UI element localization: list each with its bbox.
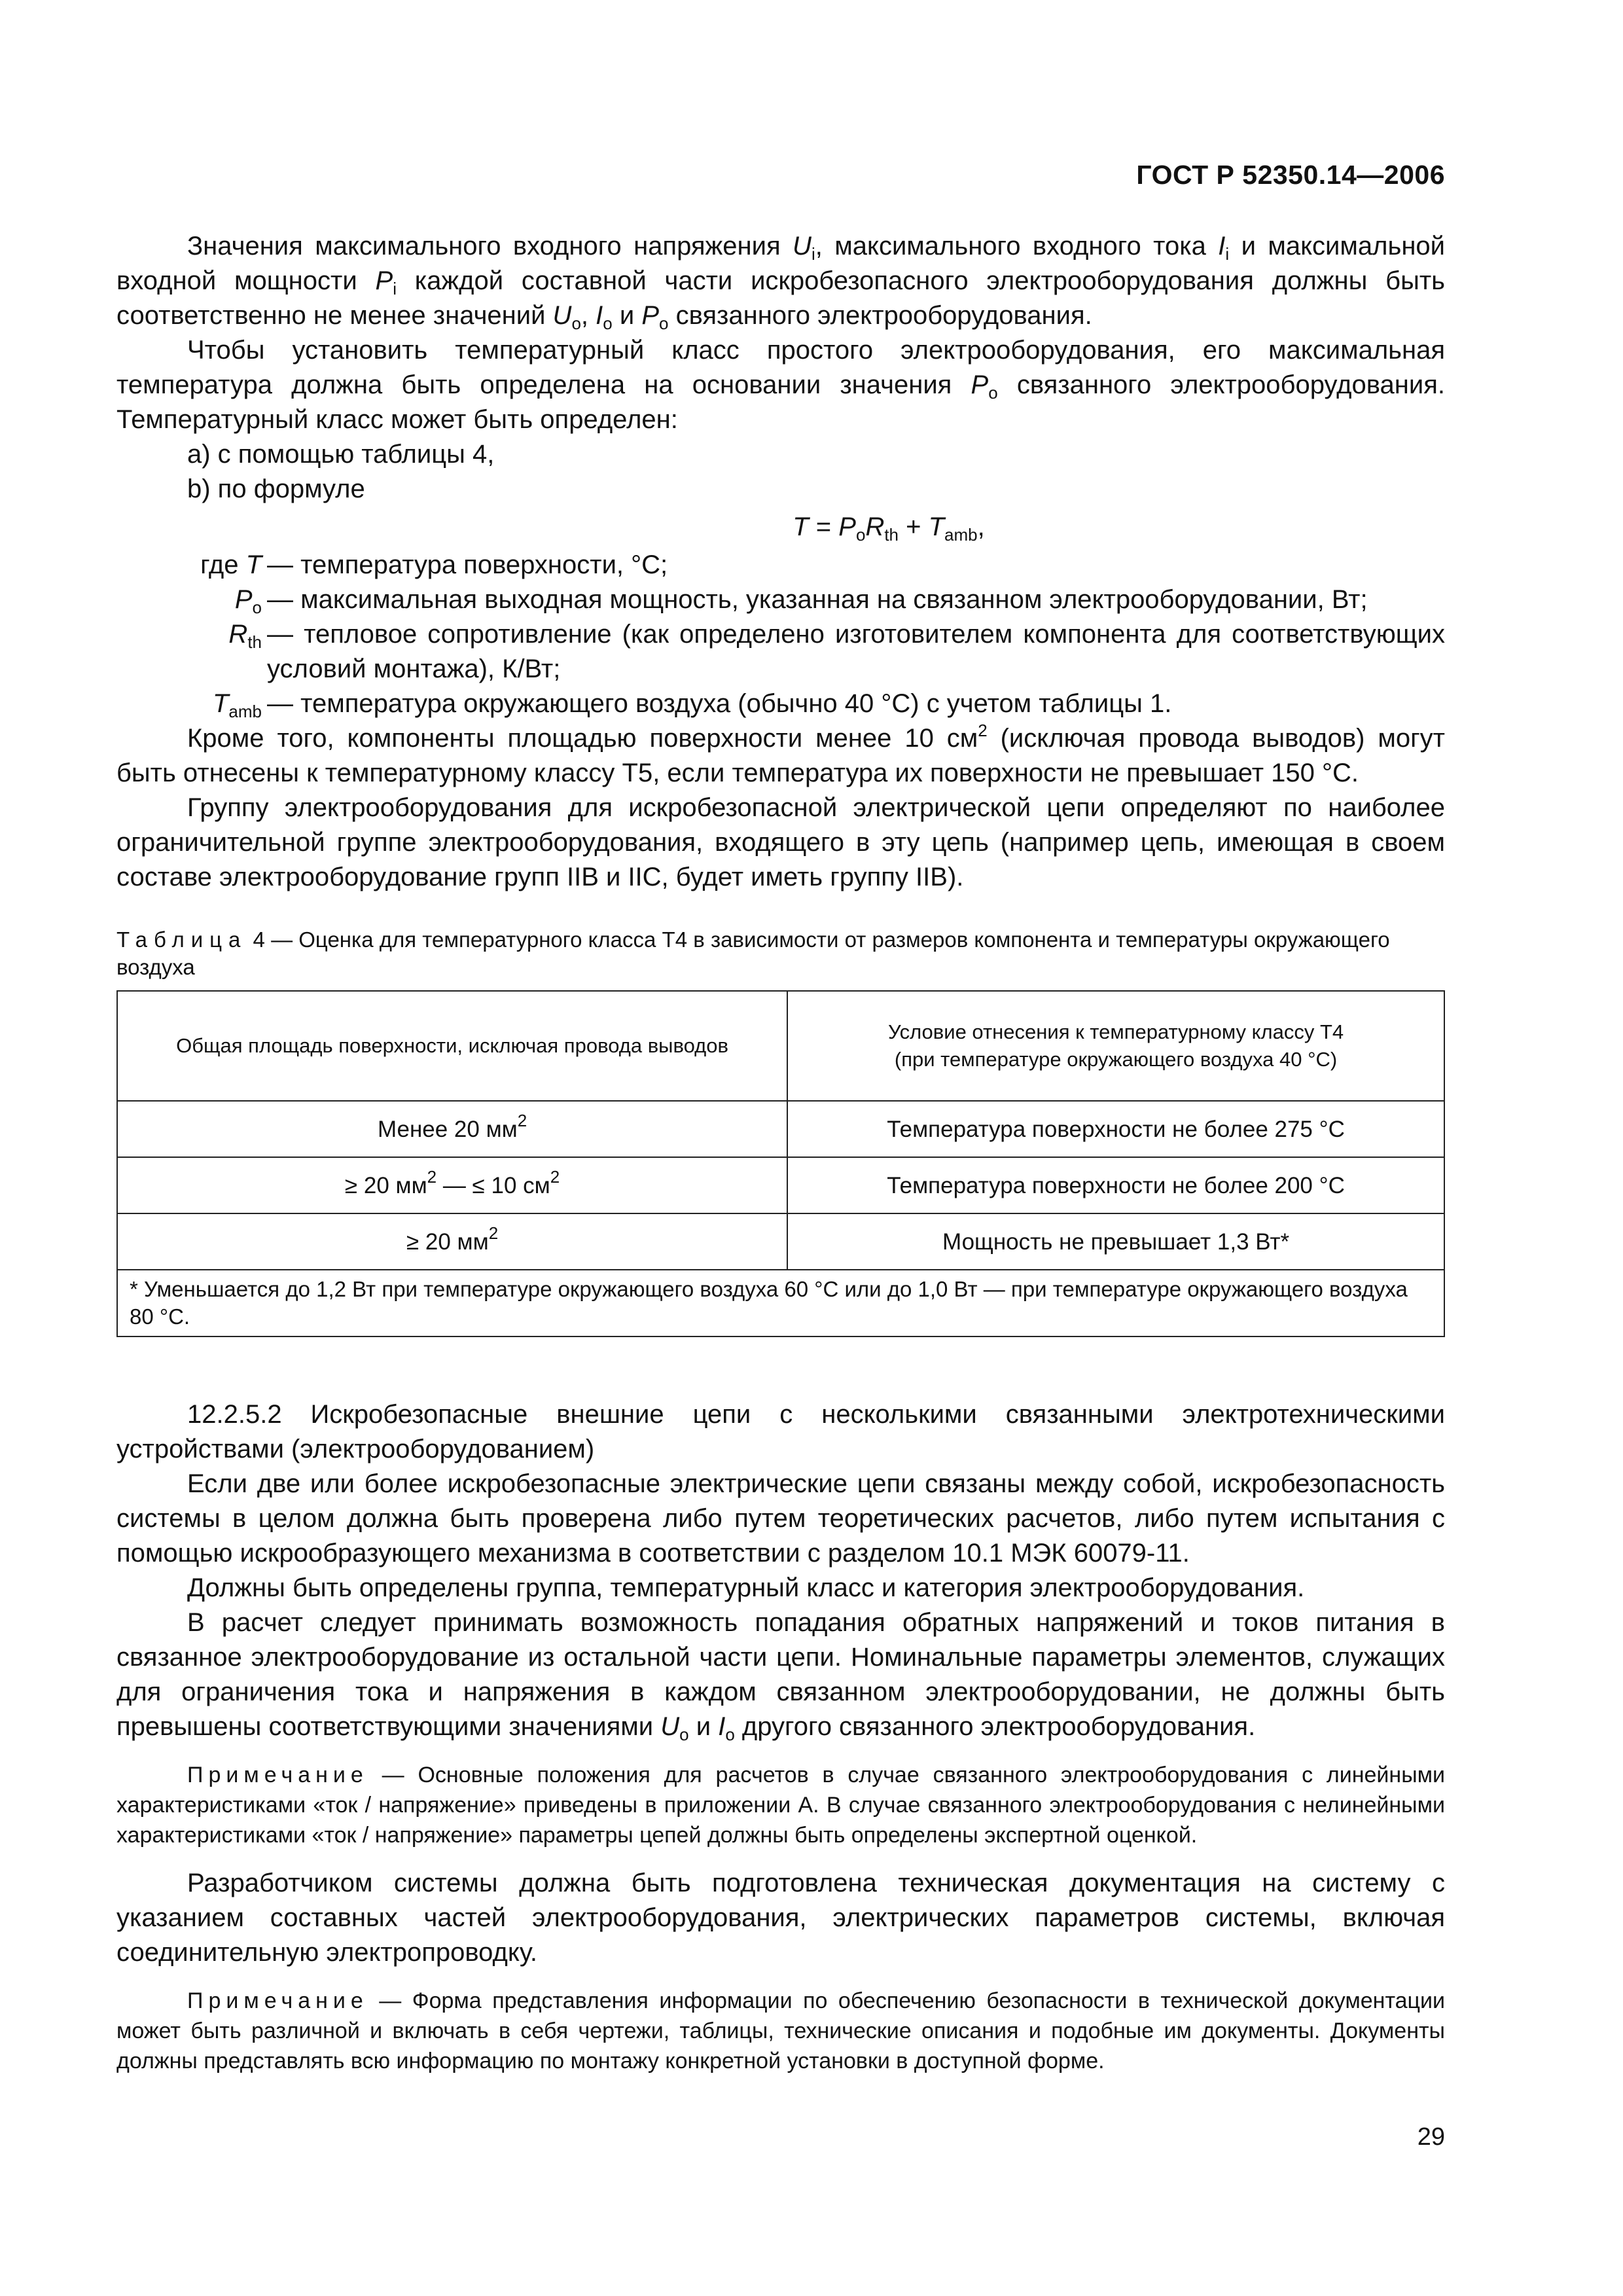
- formula-definitions: [116, 548, 1445, 721]
- table-row: [117, 1101, 1444, 1157]
- paragraph-6: Должны быть определены группа, температурный класс и категория электрооборудования.: [187, 1573, 1305, 1602]
- document-header: ГОСТ Р 52350.14—2006: [1136, 160, 1445, 190]
- table-header-col1: Общая площадь поверхности, исключая провода выводов: [117, 991, 787, 1101]
- table-cell: ≥ 20 $мм^2$: [117, 1213, 787, 1270]
- list-item-b: b) по формуле: [187, 475, 365, 503]
- table-footnote-row: [117, 1270, 1444, 1336]
- table-footnote: * Уменьшается до 1,2 Вт при температуре окружающего воздуха 60 °С или до 1,0 Вт — при температуре окружающего воздуха 80 °С.: [117, 1270, 1444, 1336]
- list-item-a: а) с помощью таблицы 4,: [187, 440, 495, 469]
- paragraph-3: Кроме того, компоненты площадью поверхности менее 10 $см^2$ (исключая провода выводов) могут быть отнесены к температурному классу Т5, если температура их поверхности не превышает 150 °С.: [116, 721, 1445, 787]
- table-row: [117, 1157, 1444, 1213]
- table-header-col2: Условие отнесения к температурному классу Т4 (при температуре окружающего воздуха 40 °С): [787, 991, 1444, 1101]
- paragraph-4: Группу электрооборудования для искробезопасной электрической цепи определяют по наиболее ограничительной группе электрооборудования, входящего в эту цепь (например цепь, имеющая в своем составе электрооборудование групп IIB и IIC, будет иметь группу IIB).: [116, 793, 1445, 891]
- paragraph-8: Разработчиком системы должна быть подготовлена техническая документация на систему с указанием составных частей электрооборудования, электрических параметров системы, включая соединительную электропроводку.: [116, 1869, 1445, 1967]
- paragraph-1: Значения максимального входного напряжения $U_i$, максимального входного тока $I_i$ и максимальной входной мощности $P_i$ каждой составной части искробезопасного электрооборудования должны быть соответственно не менее значений $U_o$, $I_o$ и $P_o$ связанного электрооборудования.: [116, 232, 1445, 333]
- table-caption: Таблица 4 — Оценка для температурного класса Т4 в зависимости от размеров компонента и температуры окружающего воздуха: [116, 927, 1390, 979]
- table-4: [116, 990, 1445, 1337]
- paragraph-5: Если две или более искробезопасные электрические цепи связаны между собой, искробезопасность системы в целом должна быть проверена либо путем теоретических расчетов, либо путем испытания с помощью искрообразующего механизма в соответствии с разделом 10.1 МЭК 60079-11.: [116, 1469, 1445, 1568]
- paragraph-7: В расчет следует принимать возможность попадания обратных напряжений и токов питания в связанное электрооборудование из остальной части цепи. Номинальные параметры элементов, служащих для ограничения тока и напряжения в каждом связанном электрооборудовании, не должны быть превышены соответствующими значениями $U_o$ и $I_o$ другого связанного электрооборудования.: [116, 1608, 1445, 1744]
- table-cell: Температура поверхности не более 275 °С: [787, 1101, 1444, 1157]
- table-cell: ≥ 20 $мм^2$ — ≤ 10 $см^2$: [117, 1157, 787, 1213]
- page-number: 29: [1417, 2123, 1445, 2151]
- definition-tamb: $T_{amb}$ — температура окружающего воздуха (обычно 40 °С) с учетом таблицы 1.: [212, 689, 1172, 721]
- document-body: [116, 229, 1445, 2076]
- definition-t: где T — температура поверхности, °С;: [200, 550, 668, 579]
- definition-po: $P_o$ — максимальная выходная мощность, указанная на связанном электрооборудовании, Вт;: [234, 585, 1368, 617]
- table-row: [117, 1213, 1444, 1270]
- table-cell: Температура поверхности не более 200 °С: [787, 1157, 1444, 1213]
- section-heading: 12.2.5.2 Искробезопасные внешние цепи с несколькими связанными электротехническими устройствами (электрооборудованием): [116, 1400, 1445, 1463]
- table-header-row: [117, 991, 1444, 1101]
- note-1: Примечание — Основные положения для расчетов в случае связанного электрооборудования с линейными характеристиками «ток / напряжение» приведены в приложении А. В случае связанного электрооборудования с нелинейными характеристиками «ток / напряжение» параметры цепей должны быть определены экспертной оценкой.: [116, 1763, 1445, 1848]
- paragraph-2: Чтобы установить температурный класс простого электрооборудования, его максимальная температура должна быть определена на основании значения $P_o$ связанного электрооборудования. Температурный класс может быть определен:: [116, 336, 1446, 434]
- note-2: Примечание — Форма представления информации по обеспечению безопасности в технической документации может быть различной и включать в себя чертежи, таблицы, технические описания и подобные им документы. Документы должны представлять всю информацию по монтажу конкретной установки в доступной форме.: [116, 1988, 1445, 2073]
- formula: $T = P_oR_{th} + T_{amb}$,: [793, 512, 985, 545]
- definition-rth: $R_{th}$ — тепловое сопротивление (как определено изготовителем компонента для соответствующих условий монтажа), К/Вт;: [228, 620, 1445, 683]
- table-cell: Менее 20 $мм^2$: [117, 1101, 787, 1157]
- table-cell: Мощность не превышает 1,3 Вт*: [787, 1213, 1444, 1270]
